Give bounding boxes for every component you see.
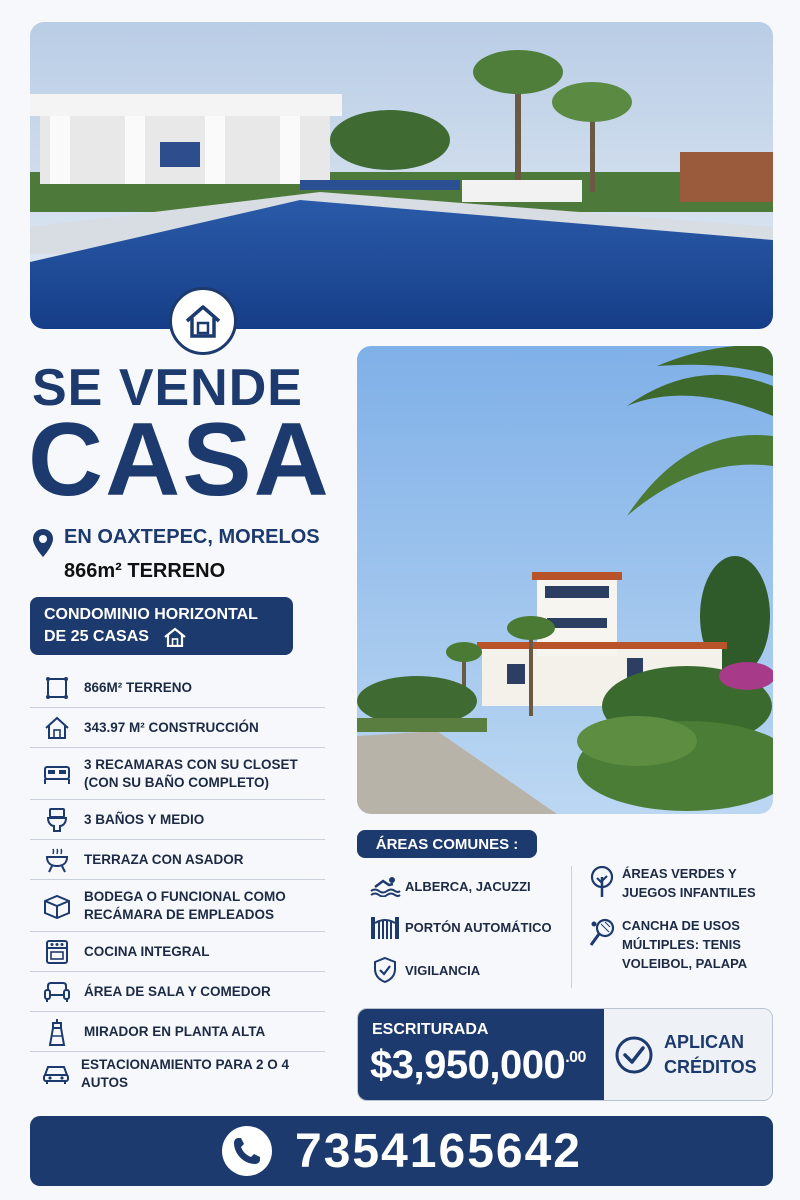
common-area-text: ALBERCA, JACUZZI bbox=[405, 878, 531, 894]
price-amount bbox=[370, 1043, 586, 1088]
common-areas-title: ÁREAS COMUNES : bbox=[357, 830, 537, 858]
list-item bbox=[30, 880, 325, 932]
common-area-text: PORTÓN AUTOMÁTICO bbox=[405, 919, 552, 935]
toilet-icon bbox=[46, 807, 68, 833]
house-icon bbox=[163, 627, 187, 647]
price-box bbox=[357, 1008, 773, 1101]
list-item bbox=[582, 916, 756, 982]
box-icon bbox=[43, 893, 71, 919]
price-label: ESCRITURADA bbox=[372, 1021, 489, 1038]
location-pin-icon bbox=[32, 528, 54, 558]
common-area-text: ÁREAS VERDES Y bbox=[622, 866, 737, 881]
list-item bbox=[365, 868, 552, 904]
house-icon bbox=[44, 716, 70, 740]
feature-text: TERRAZA CON ASADOR bbox=[84, 851, 244, 867]
common-area-text: CANCHA DE USOS bbox=[622, 918, 740, 933]
feature-text: MIRADOR EN PLANTA ALTA bbox=[84, 1023, 266, 1039]
list-item bbox=[365, 904, 552, 950]
feature-text: 3 BAÑOS Y MEDIO bbox=[84, 811, 205, 827]
features-list bbox=[30, 668, 325, 1096]
list-item bbox=[30, 800, 325, 840]
common-area-text: MÚLTIPLES: TENIS bbox=[622, 937, 741, 952]
land-size: 866m² TERRENO bbox=[64, 560, 226, 582]
feature-text: (CON SU BAÑO COMPLETO) bbox=[84, 774, 269, 790]
common-area-text: JUEGOS INFANTILES bbox=[622, 885, 756, 900]
swimmer-icon bbox=[369, 875, 401, 897]
list-item bbox=[30, 668, 325, 708]
phone-number: 7354165642 bbox=[295, 1124, 582, 1178]
credits-line1: APLICAN bbox=[664, 1031, 744, 1052]
house-photo bbox=[357, 346, 773, 814]
common-area-text: VIGILANCIA bbox=[405, 962, 481, 978]
gate-icon bbox=[369, 915, 401, 939]
phone-bar[interactable] bbox=[30, 1116, 773, 1186]
list-item bbox=[582, 864, 756, 916]
location-text: EN OAXTEPEC, MORELOS bbox=[64, 526, 320, 548]
racket-icon bbox=[588, 918, 616, 948]
condo-line1: CONDOMINIO HORIZONTAL bbox=[44, 606, 258, 623]
feature-text: BODEGA O FUNCIONAL COMO bbox=[84, 888, 286, 904]
sofa-icon bbox=[43, 981, 71, 1003]
title-se-vende: SE VENDE bbox=[32, 359, 303, 417]
feature-text: RECÁMARA DE EMPLEADOS bbox=[84, 906, 275, 922]
square-area-icon bbox=[45, 676, 69, 700]
bed-icon bbox=[43, 763, 71, 785]
list-item bbox=[30, 840, 325, 880]
house-badge bbox=[169, 287, 237, 355]
stove-icon bbox=[45, 939, 69, 965]
credits-line2: CRÉDITOS bbox=[664, 1056, 757, 1077]
credits-panel bbox=[604, 1009, 772, 1100]
tree-icon bbox=[589, 866, 615, 898]
feature-text: ESTACIONAMIENTO PARA 2 O 4 AUTOS bbox=[81, 1057, 290, 1090]
price-value: $3,950,000 bbox=[370, 1043, 566, 1087]
check-circle-icon bbox=[614, 1035, 654, 1075]
common-area-list-left bbox=[365, 868, 552, 990]
shield-icon bbox=[373, 956, 397, 984]
feature-text: 343.97 M² CONSTRUCCIÓN bbox=[84, 719, 259, 735]
list-item bbox=[30, 708, 325, 748]
condo-line2: DE 25 CASAS bbox=[44, 628, 149, 645]
list-item bbox=[30, 1012, 325, 1052]
list-item bbox=[30, 1052, 325, 1096]
tower-icon bbox=[47, 1018, 67, 1046]
list-item bbox=[30, 972, 325, 1012]
house-icon bbox=[183, 303, 223, 339]
common-area-text: VOLEIBOL, PALAPA bbox=[622, 956, 748, 971]
title-casa: CASA bbox=[28, 402, 331, 518]
list-item bbox=[30, 932, 325, 972]
feature-text: 866M² TERRENO bbox=[84, 679, 193, 695]
price-panel bbox=[358, 1009, 604, 1100]
price-cents: .00 bbox=[565, 1049, 586, 1066]
grill-icon bbox=[44, 847, 70, 873]
divider bbox=[571, 866, 572, 988]
feature-text: ÁREA DE SALA Y COMEDOR bbox=[84, 983, 271, 999]
condo-badge bbox=[30, 597, 293, 655]
common-area-list-right bbox=[582, 864, 756, 982]
car-icon bbox=[42, 1063, 70, 1085]
feature-text: 3 RECAMARAS CON SU CLOSET bbox=[84, 756, 298, 772]
pool-photo bbox=[30, 22, 773, 329]
feature-text: COCINA INTEGRAL bbox=[84, 943, 210, 959]
list-item bbox=[365, 950, 552, 990]
list-item bbox=[30, 748, 325, 800]
phone-icon bbox=[221, 1125, 273, 1177]
